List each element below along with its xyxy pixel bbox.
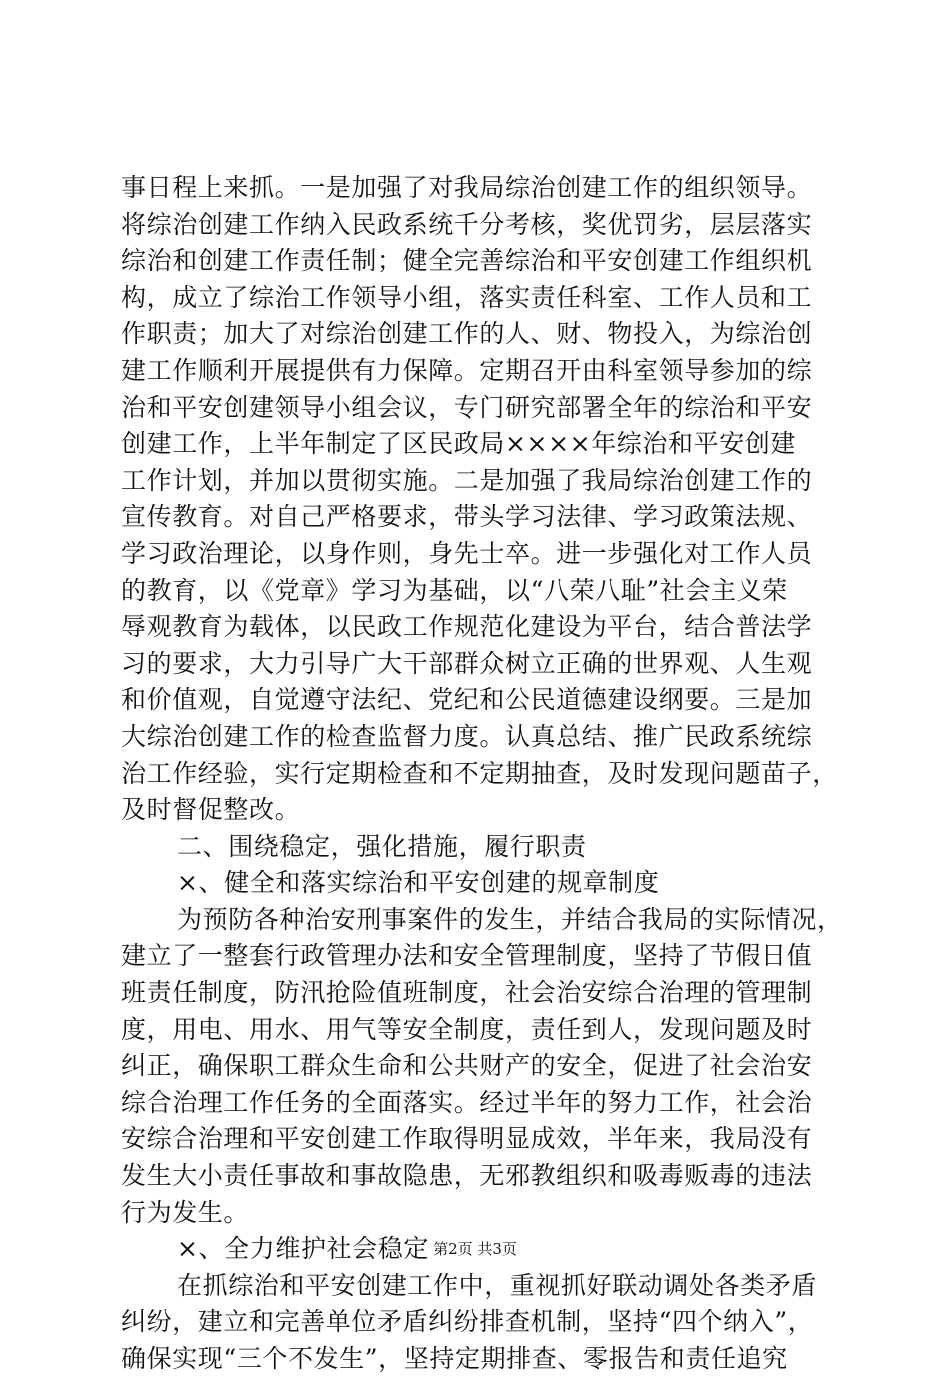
text-line: 班责任制度，防汛抢险值班制度，社会治安综合治理的管理制 bbox=[121, 978, 813, 1008]
text-line: 为预防各种治安刑事案件的发生，并结合我局的实际情况， bbox=[177, 904, 843, 934]
subsection-heading: ×、健全和落实综治和平安创建的规章制度 bbox=[177, 868, 660, 898]
subsection-heading: ×、全力维护社会稳定 bbox=[177, 1234, 429, 1264]
text-line: 学习政治理论，以身作则，身先士卒。进一步强化对工作人员 bbox=[121, 538, 813, 568]
text-line: 构，成立了综治工作领导小组，落实责任科室、工作人员和工 bbox=[121, 282, 813, 312]
text-line: 和价值观，自觉遵守法纪、党纪和公民道德建设纲要。三是加 bbox=[121, 685, 813, 715]
text-line: 建工作顺利开展提供有力保障。定期召开由科室领导参加的综 bbox=[121, 355, 813, 385]
text-line: 事日程上来抓。一是加强了对我局综治创建工作的组织领导。 bbox=[121, 173, 813, 202]
text-line: 及时督促整改。 bbox=[121, 795, 301, 825]
text-line: 创建工作，上半年制定了区民政局××××年综治和平安创建 bbox=[121, 429, 796, 459]
text-line: 习的要求，大力引导广大干部群众树立正确的世界观、人生观 bbox=[121, 648, 813, 678]
text-line: 作职责；加大了对综治创建工作的人、财、物投入，为综治创 bbox=[121, 319, 813, 349]
text-line: 安综合治理和平安创建工作取得明显成效，半年来，我局没有 bbox=[121, 1124, 813, 1154]
text-line: 宣传教育。对自己严格要求，带头学习法律、学习政策法规、 bbox=[121, 502, 813, 532]
text-line: 在抓综治和平安创建工作中，重视抓好联动调处各类矛盾 bbox=[177, 1270, 818, 1300]
text-line: 辱观教育为载体，以民政工作规范化建设为平台，结合普法学 bbox=[121, 612, 813, 642]
text-line: 纠正，确保职工群众生命和公共财产的安全，促进了社会治安 bbox=[121, 1051, 813, 1081]
text-line: 的教育，以《党章》学习为基础，以“八荣八耻”社会主义荣 bbox=[121, 575, 788, 605]
text-line: 确保实现“三个不发生”，坚持定期排查、零报告和责任追究 bbox=[121, 1344, 788, 1373]
text-line: 行为发生。 bbox=[121, 1197, 250, 1227]
text-line: 发生大小责任事故和事故隐患，无邪教组织和吸毒贩毒的违法 bbox=[121, 1161, 813, 1191]
section-heading: 二、围绕稳定，强化措施，履行职责 bbox=[177, 831, 587, 861]
text-line: 将综治创建工作纳入民政系统千分考核，奖优罚劣，层层落实 bbox=[121, 209, 813, 239]
text-line: 建立了一整套行政管理办法和安全管理制度，坚持了节假日值 bbox=[121, 941, 813, 971]
text-line: 工作计划，并加以贯彻实施。二是加强了我局综治创建工作的 bbox=[121, 465, 813, 495]
body-text bbox=[121, 170, 843, 1378]
text-line: 度，用电、用水、用气等安全制度，责任到人，发现问题及时 bbox=[121, 1014, 813, 1044]
text-line: 治工作经验，实行定期检查和不定期抽查，及时发现问题苗子， bbox=[121, 758, 838, 788]
page-footer: 第2页 共3页 bbox=[433, 1240, 517, 1258]
text-line: 治和平安创建领导小组会议，专门研究部署全年的综治和平安 bbox=[121, 392, 813, 422]
text-line: 大综治创建工作的检查监督力度。认真总结、推广民政系统综 bbox=[121, 721, 813, 751]
text-line: 纠纷，建立和完善单位矛盾纠纷排查机制，坚持“四个纳入”， bbox=[121, 1307, 814, 1337]
text-line: 综治和创建工作责任制；健全完善综治和平安创建工作组织机 bbox=[121, 246, 813, 276]
text-line: 综合治理工作任务的全面落实。经过半年的努力工作，社会治 bbox=[121, 1087, 813, 1117]
